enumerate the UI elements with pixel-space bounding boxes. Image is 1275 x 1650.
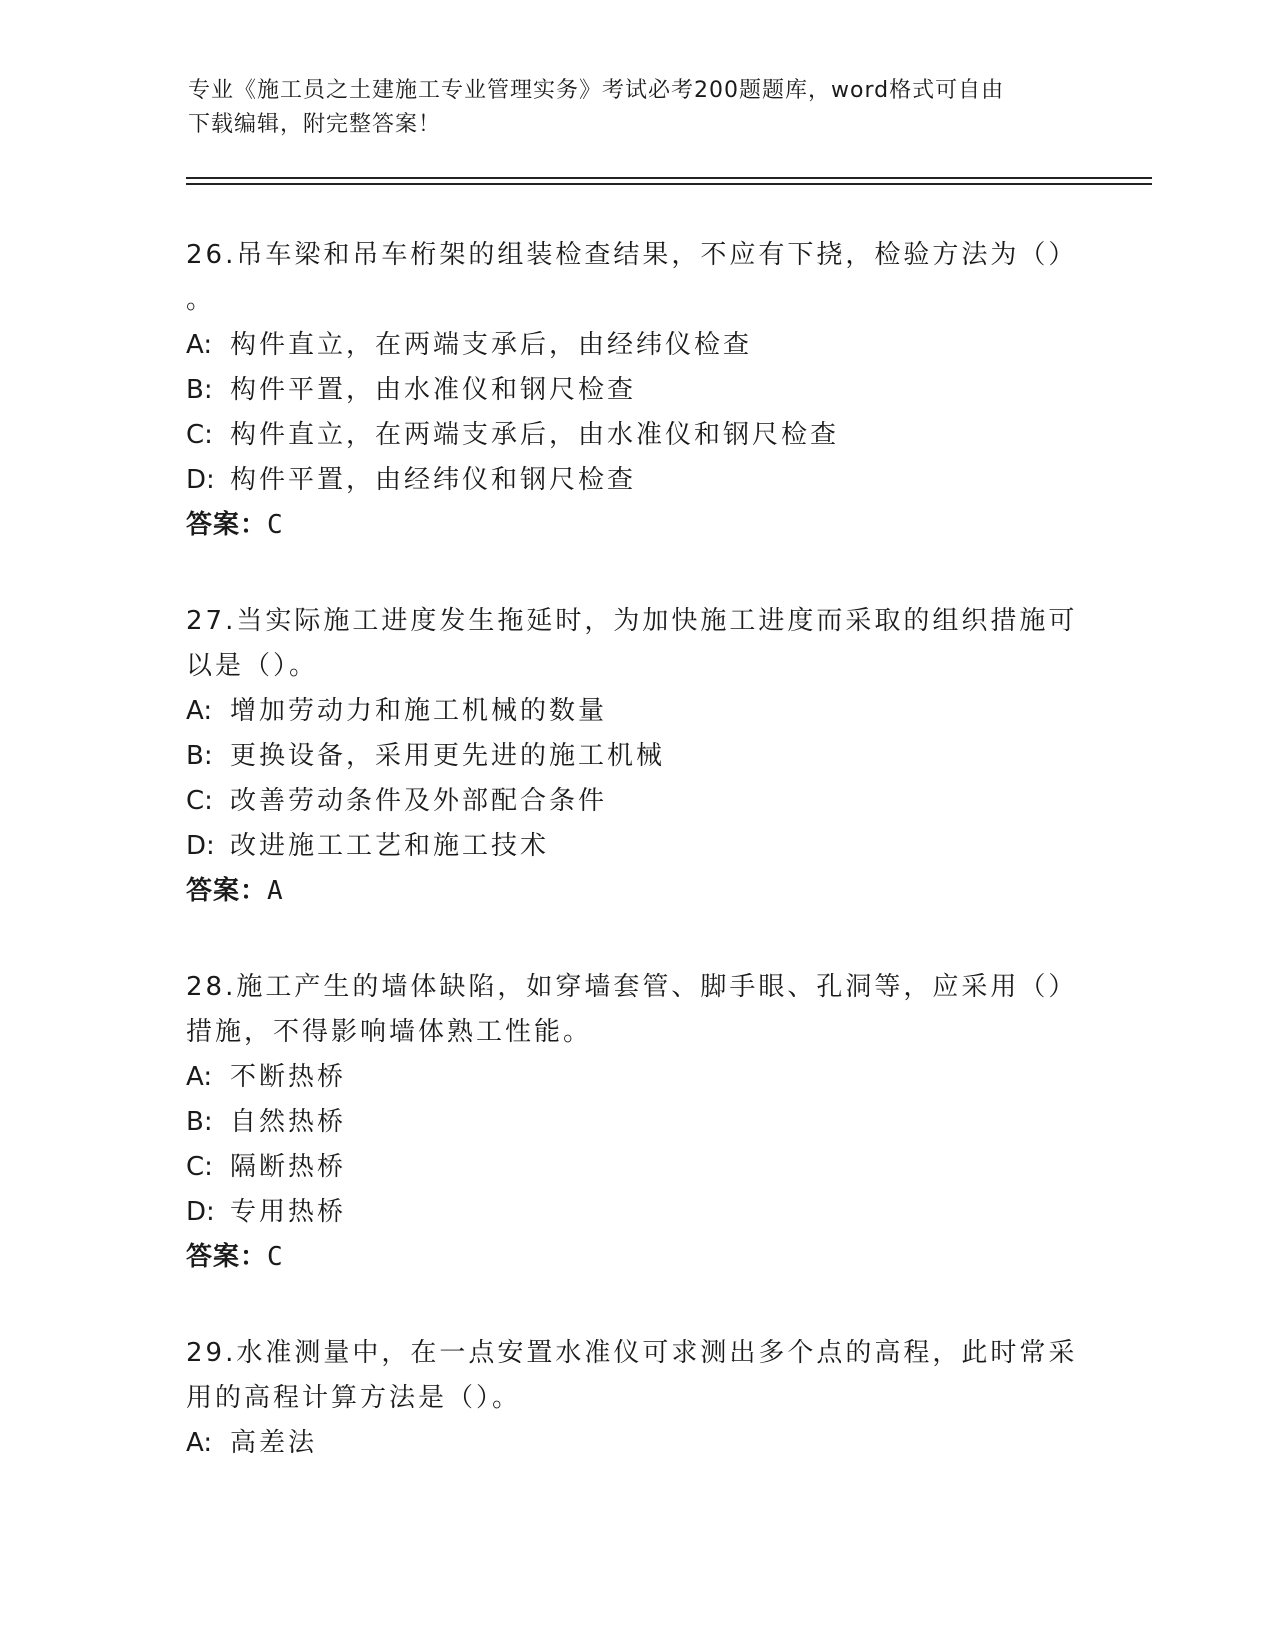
option-letter: D:	[186, 831, 215, 861]
option-letter: C:	[186, 786, 213, 816]
header-divider-bottom	[186, 183, 1152, 185]
question-stem-line-1: 29.水准测量中，在一点安置水准仪可求测出多个点的高程，此时常采	[186, 1338, 1078, 1368]
option-letter: A:	[186, 1062, 213, 1092]
option-d	[186, 1190, 1086, 1235]
question-stem-line-1: 27.当实际施工进度发生拖延时，为加快施工进度而采取的组织措施可	[186, 606, 1078, 636]
option-a	[186, 1055, 1086, 1100]
question-27	[186, 599, 1086, 914]
answer-value: A	[267, 876, 284, 906]
answer-value: C	[267, 1242, 284, 1272]
option-text: 构件平置，由水准仪和钢尺检查	[230, 375, 637, 405]
question-stem-line-2: 以是（）。	[186, 651, 319, 681]
answer-line	[186, 503, 1086, 548]
option-text: 自然热桥	[230, 1107, 347, 1137]
option-letter: B:	[186, 1107, 213, 1137]
option-c	[186, 413, 1086, 458]
option-b	[186, 734, 1086, 779]
option-text: 改进施工工艺和施工技术	[230, 831, 550, 861]
option-text: 高差法	[230, 1428, 318, 1458]
option-d	[186, 824, 1086, 869]
option-letter: C:	[186, 1152, 213, 1182]
answer-label: 答案：	[186, 1242, 268, 1272]
question-29	[186, 1331, 1086, 1466]
question-stem-line-2: 措施，不得影响墙体熟工性能。	[186, 1017, 593, 1047]
option-text: 构件直立，在两端支承后，由经纬仪检查	[230, 330, 753, 360]
question-stem-line-1: 28.施工产生的墙体缺陷，如穿墙套管、脚手眼、孔洞等，应采用（）	[186, 972, 1078, 1002]
header-title-line-2: 下载编辑，附完整答案！	[188, 112, 442, 137]
option-a	[186, 689, 1086, 734]
option-text: 构件平置，由经纬仪和钢尺检查	[230, 465, 637, 495]
option-c	[186, 1145, 1086, 1190]
option-text: 更换设备，采用更先进的施工机械	[230, 741, 666, 771]
option-text: 隔断热桥	[230, 1152, 347, 1182]
answer-line	[186, 869, 1086, 914]
option-b	[186, 1100, 1086, 1145]
document-header	[188, 74, 1088, 142]
option-c	[186, 779, 1086, 824]
answer-label: 答案：	[186, 510, 268, 540]
option-text: 不断热桥	[230, 1062, 347, 1092]
question-stem-line-2: 。	[186, 285, 216, 315]
option-a	[186, 1421, 1086, 1466]
answer-value: C	[267, 510, 284, 540]
question-stem-line-2: 用的高程计算方法是（）。	[186, 1383, 522, 1413]
question-26	[186, 233, 1086, 548]
header-divider-top	[186, 177, 1152, 179]
option-a	[186, 323, 1086, 368]
option-text: 专用热桥	[230, 1197, 347, 1227]
question-28	[186, 965, 1086, 1280]
option-text: 改善劳动条件及外部配合条件	[230, 786, 608, 816]
option-text: 构件直立，在两端支承后，由水准仪和钢尺检查	[230, 420, 840, 450]
option-letter: D:	[186, 465, 215, 495]
option-d	[186, 458, 1086, 503]
answer-label: 答案：	[186, 876, 268, 906]
option-letter: A:	[186, 696, 213, 726]
option-letter: A:	[186, 330, 213, 360]
option-letter: C:	[186, 420, 213, 450]
option-letter: B:	[186, 375, 213, 405]
option-letter: D:	[186, 1197, 215, 1227]
option-letter: A:	[186, 1428, 213, 1458]
option-b	[186, 368, 1086, 413]
option-letter: B:	[186, 741, 213, 771]
answer-line	[186, 1235, 1086, 1280]
question-stem-line-1: 26.吊车梁和吊车桁架的组装检查结果，不应有下挠，检验方法为（）	[186, 240, 1078, 270]
header-title-line-1: 专业《施工员之土建施工专业管理实务》考试必考200题题库，word格式可自由	[188, 78, 1005, 103]
option-text: 增加劳动力和施工机械的数量	[230, 696, 608, 726]
